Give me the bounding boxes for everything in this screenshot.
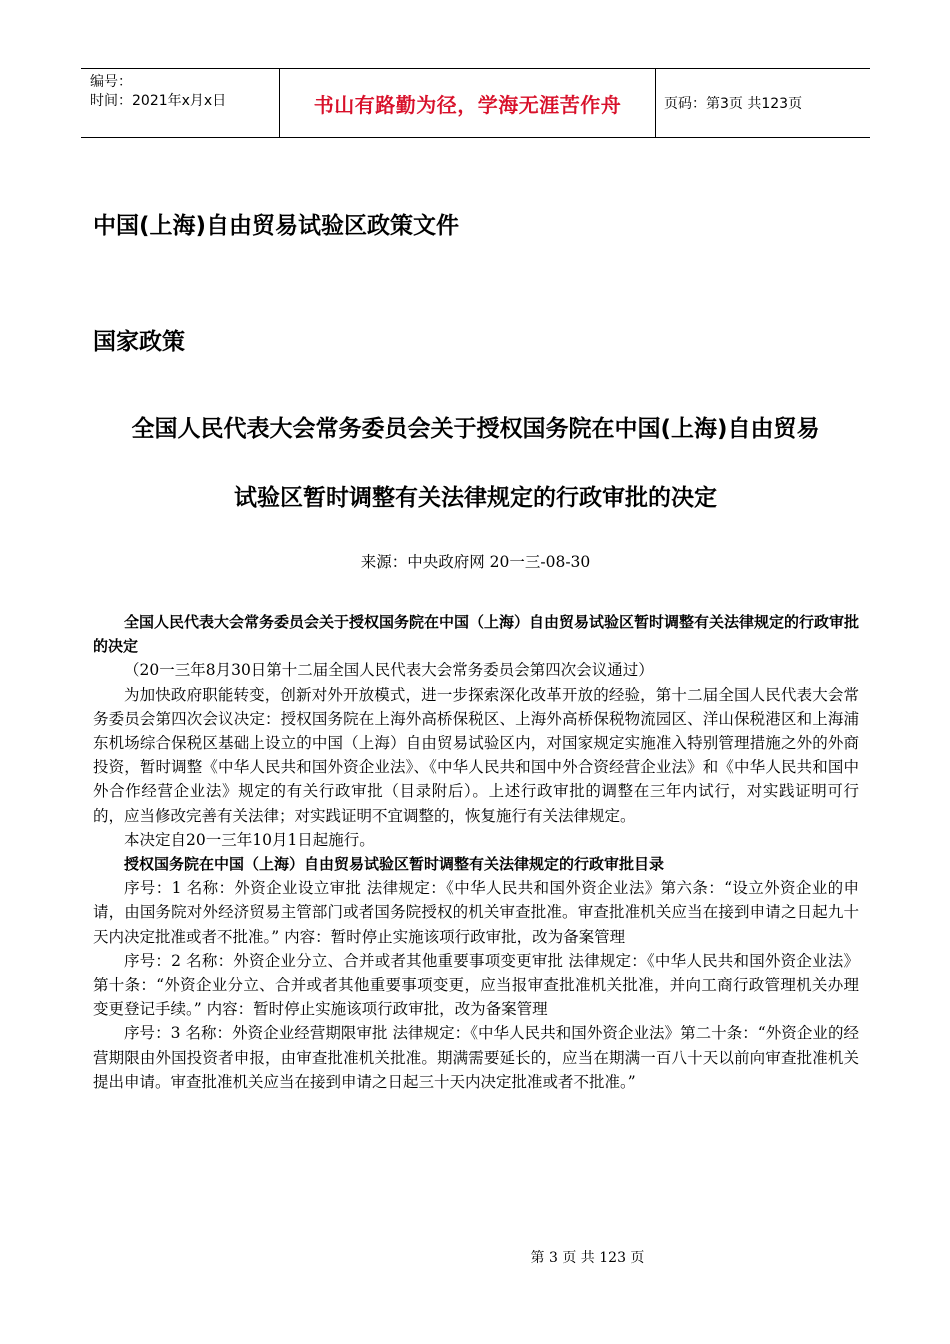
catalog-item-2: 序号：2 名称：外资企业分立、合并或者其他重要事项变更审批 法律规定：《中华人民共和国外资企业法》第十条：“外资企业分立、合并或者其他重要事项变更，应当报审查批准机关批准，并向工商行政管理机关办理变更登记手续。” 内容：暂时停止实施该项行政审批，改为备案管理 [93, 951, 859, 1019]
time-label: 时间：2021年x月x日 [90, 93, 227, 109]
catalog-item-3: 序号：3 名称：外资企业经营期限审批 法律规定：《中华人民共和国外资企业法》第二十条：“外资企业的经营期限由外国投资者申报，由审查批准机关批准。期满需要延长的，应当在期满一百八十天以前向审查批准机关提出申请。审查批准机关应当在接到申请之日起三十天内决定批准或者不批准。” [93, 1024, 859, 1091]
decision-paragraph: 为加快政府职能转变，创新对外开放模式，进一步探索深化改革开放的经验，第十二届全国人民代表大会常务委员会第四次会议决定：授权国务院在上海外高桥保税区、上海外高桥保税物流园区、洋山保税港区和上海浦东机场综合保税区基础上设立的中国（上海）自由贸易试验区内，对国家规定实施准入特别管理措施之外的外商投资，暂时调整《中华人民共和国外资企业法》、《中华人民共和国中外合资经营企业法》和《中华人民共和国中外合作经营企业法》规定的有关行政审批（目录附后）。上述行政审批的调整在三年内试行，对实践证明可行的，应当修改完善有关法律；对实践证明不宜调整的，恢复施行有关法律规定。 [93, 685, 859, 825]
catalog-item-1: 序号：1 名称：外资企业设立审批 法律规定：《中华人民共和国外资企业法》第六条：“设立外资企业的申请，由国务院对外经济贸易主管部门或者国务院授权的机关审查批准。审查批准机关应当在接到申请之日起九十天内决定批准或者不批准。” 内容：暂时停止实施该项行政审批，改为备案管理 [93, 879, 859, 946]
document-body [93, 610, 859, 1094]
doc-title: 中国(上海)自由贸易试验区政策文件 [93, 213, 460, 239]
catalog-heading: 授权国务院在中国（上海）自由贸易试验区暂时调整有关法律规定的行政审批目录 [124, 855, 665, 874]
header-page-info: 页码：第3页 共123页 [664, 96, 803, 112]
decision-heading: 全国人民代表大会常务委员会关于授权国务院在中国（上海）自由贸易试验区暂时调整有关法律规定的行政审批的决定 [93, 613, 860, 656]
adoption-note: （20一三年8月30日第十二届全国人民代表大会常务委员会第四次会议通过） [124, 661, 654, 680]
header-meta [81, 69, 280, 137]
page-header [81, 68, 870, 138]
header-motto: 书山有路勤为径，学海无涯苦作舟 [280, 69, 656, 137]
article-title-line2: 试验区暂时调整有关法律规定的行政审批的决定 [234, 485, 717, 511]
section-title: 国家政策 [93, 329, 185, 355]
effective-date-paragraph: 本决定自20一三年10月1日起施行。 [124, 830, 375, 849]
page-footer: 第 3 页 共 123 页 [530, 1250, 645, 1266]
number-label: 编号： [90, 74, 132, 90]
article-title-line1: 全国人民代表大会常务委员会关于授权国务院在中国(上海)自由贸易 [131, 416, 820, 442]
source-line: 来源：中央政府网 20一三-08-30 [360, 553, 591, 571]
